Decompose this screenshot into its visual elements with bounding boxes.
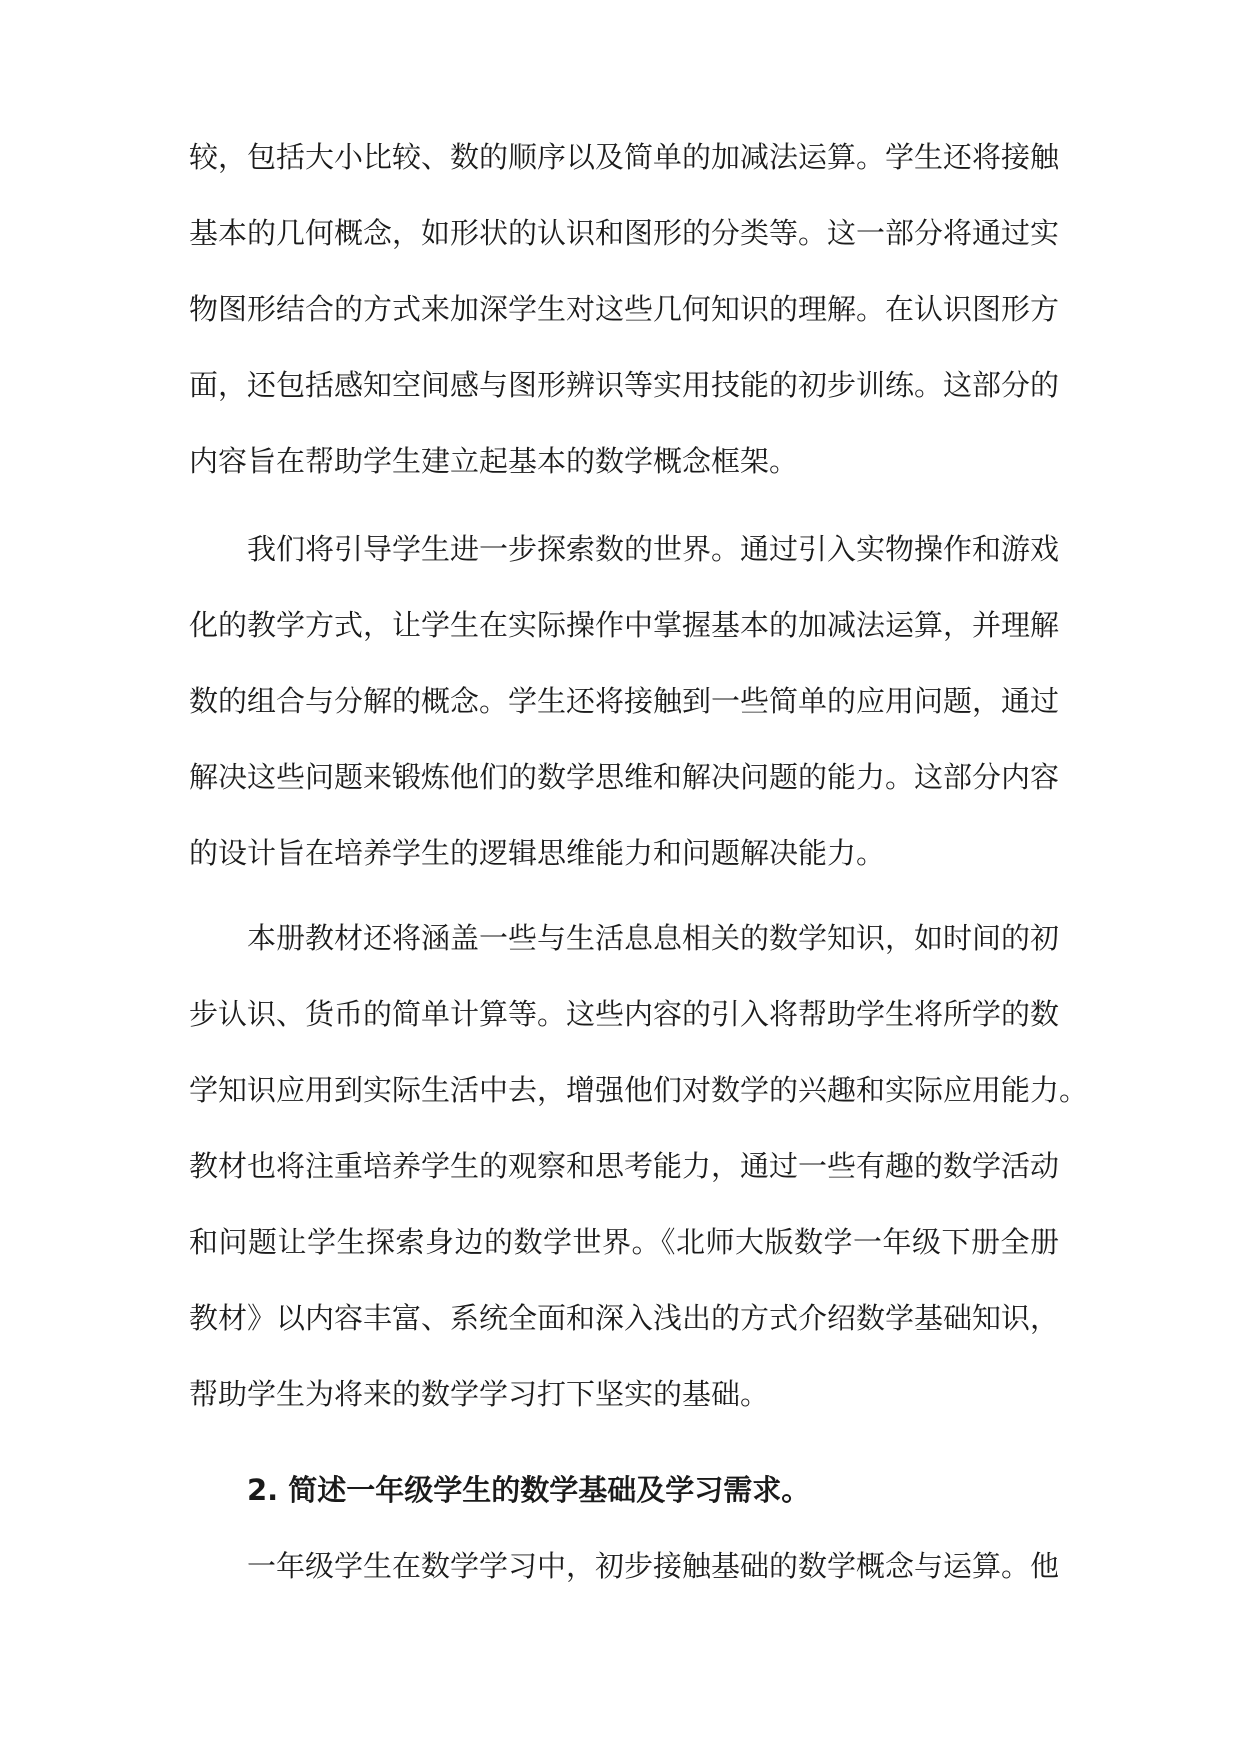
text-line: 较，包括大小比较、数的顺序以及简单的加减法运算。学生还将接触 bbox=[189, 140, 1060, 174]
text-line: 化的教学方式，让学生在实际操作中掌握基本的加减法运算，并理解 bbox=[189, 608, 1060, 642]
text-line: 基本的几何概念，如形状的认识和图形的分类等。这一部分将通过实 bbox=[189, 216, 1060, 250]
text-line: 一年级学生在数学学习中，初步接触基础的数学概念与运算。他 bbox=[247, 1549, 1060, 1583]
text-line: 数的组合与分解的概念。学生还将接触到一些简单的应用问题，通过 bbox=[189, 684, 1060, 718]
text-line: 学知识应用到实际生活中去，增强他们对数学的兴趣和实际应用能力。 bbox=[189, 1073, 1089, 1107]
text-line: 帮助学生为将来的数学学习打下坚实的基础。 bbox=[189, 1377, 770, 1411]
text-line: 和问题让学生探索身边的数学世界。《北师大版数学一年级下册全册 bbox=[189, 1225, 1059, 1259]
text-line: 物图形结合的方式来加深学生对这些几何知识的理解。在认识图形方 bbox=[189, 292, 1060, 326]
text-line: 的设计旨在培养学生的逻辑思维能力和问题解决能力。 bbox=[189, 836, 886, 870]
text-line: 步认识、货币的简单计算等。这些内容的引入将帮助学生将所学的数 bbox=[189, 997, 1060, 1031]
text-line: 内容旨在帮助学生建立起基本的数学概念框架。 bbox=[189, 444, 799, 478]
text-line: 本册教材还将涵盖一些与生活息息相关的数学知识，如时间的初 bbox=[247, 921, 1060, 955]
text-line: 解决这些问题来锻炼他们的数学思维和解决问题的能力。这部分内容 bbox=[189, 760, 1060, 794]
text-line: 教材》以内容丰富、系统全面和深入浅出的方式介绍数学基础知识， bbox=[189, 1301, 1060, 1335]
text-line: 我们将引导学生进一步探索数的世界。通过引入实物操作和游戏 bbox=[247, 532, 1060, 566]
text-line: 教材也将注重培养学生的观察和思考能力，通过一些有趣的数学活动 bbox=[189, 1149, 1060, 1183]
section-heading: 2. 简述一年级学生的数学基础及学习需求。 bbox=[247, 1473, 811, 1507]
text-line: 面，还包括感知空间感与图形辨识等实用技能的初步训练。这部分的 bbox=[189, 368, 1060, 402]
